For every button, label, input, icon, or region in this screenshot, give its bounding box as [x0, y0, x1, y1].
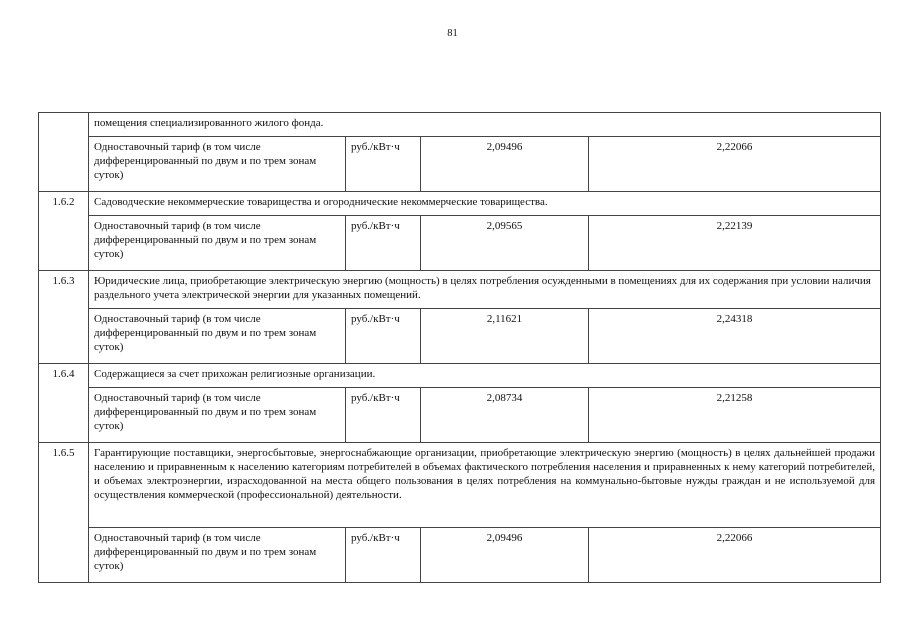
table-row	[39, 309, 881, 364]
category-heading: Садоводческие некоммерческие товарищества и огороднические некоммерческие товарищества.	[89, 192, 881, 216]
category-heading: Гарантирующие поставщики, энергосбытовые, энергоснабжающие организации, приобретающие электрическую энергию (мощность) в целях дальнейшей продажи населению и приравненным к населению категориям потребителей в объемах фактического потребления населения и приравненных к нему категорий потребителей, и объемах электроэнергии, израсходованной на места общего пользования в целях потребления на коммунально-бытовые нужды граждан и не используемой для осуществления коммерческой (профессиональной) деятельности.	[89, 443, 881, 528]
tariff-name: Одноставочный тариф (в том числе дифференцированный по двум и по трем зонам суток)	[89, 137, 346, 192]
category-heading: помещения специализированного жилого фонда.	[89, 113, 881, 137]
tariff-name: Одноставочный тариф (в том числе дифференцированный по двум и по трем зонам суток)	[89, 309, 346, 364]
tariff-value-1: 2,09496	[421, 528, 589, 583]
category-heading: Содержащиеся за счет прихожан религиозные организации.	[89, 364, 881, 388]
table-row	[39, 137, 881, 192]
tariff-value-2: 2,22139	[589, 216, 881, 271]
row-number: 1.6.4	[39, 364, 89, 443]
tariff-unit: руб./кВт·ч	[346, 528, 421, 583]
row-number: 1.6.2	[39, 192, 89, 271]
table-row	[39, 113, 881, 137]
category-heading: Юридические лица, приобретающие электрическую энергию (мощность) в целях потребления осужденными в помещениях для их содержания при условии наличия раздельного учета электрической энергии для указанных помещений.	[89, 271, 881, 309]
table-row	[39, 271, 881, 309]
row-number: 1.6.3	[39, 271, 89, 364]
tariff-unit: руб./кВт·ч	[346, 309, 421, 364]
tariff-value-2: 2,24318	[589, 309, 881, 364]
table-row	[39, 192, 881, 216]
tariff-value-2: 2,21258	[589, 388, 881, 443]
tariff-table	[38, 112, 881, 583]
table-row	[39, 388, 881, 443]
tariff-value-2: 2,22066	[589, 137, 881, 192]
tariff-name: Одноставочный тариф (в том числе дифференцированный по двум и по трем зонам суток)	[89, 528, 346, 583]
row-number	[39, 113, 89, 192]
tariff-value-2: 2,22066	[589, 528, 881, 583]
tariff-name: Одноставочный тариф (в том числе дифференцированный по двум и по трем зонам суток)	[89, 216, 346, 271]
tariff-value-1: 2,11621	[421, 309, 589, 364]
table-row	[39, 443, 881, 528]
tariff-value-1: 2,09496	[421, 137, 589, 192]
tariff-unit: руб./кВт·ч	[346, 137, 421, 192]
table-row	[39, 216, 881, 271]
tariff-value-1: 2,08734	[421, 388, 589, 443]
table-row	[39, 364, 881, 388]
tariff-value-1: 2,09565	[421, 216, 589, 271]
tariff-unit: руб./кВт·ч	[346, 216, 421, 271]
tariff-name: Одноставочный тариф (в том числе дифференцированный по двум и по трем зонам суток)	[89, 388, 346, 443]
page-number: 81	[447, 28, 458, 39]
row-number: 1.6.5	[39, 443, 89, 583]
table-row	[39, 528, 881, 583]
tariff-unit: руб./кВт·ч	[346, 388, 421, 443]
